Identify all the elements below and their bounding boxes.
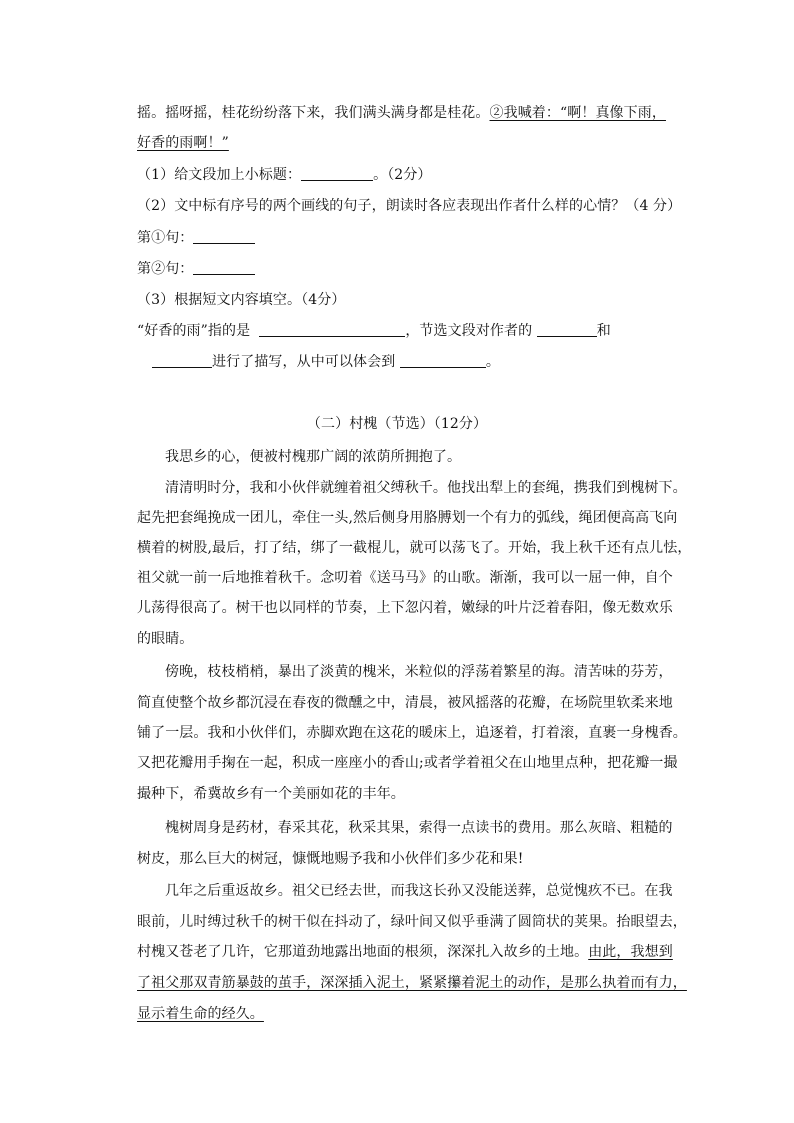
paragraph-line: 铺了一层。我和小伙伴们，赤脚欢跑在这花的暖床上，追逐着，打着滚，直裹一身槐香。 bbox=[137, 725, 687, 741]
underlined-sentence: 了祖父那双青筋暴鼓的茧手，深深插入泥土，紧紧攥着泥土的动作，是那么执着而有力， bbox=[137, 975, 687, 991]
underlined-sentence-2: ②我喊着：“啊！真像下雨， bbox=[489, 105, 666, 121]
section-title: （二）村槐（节选）（12分） bbox=[306, 416, 488, 432]
underlined-sentence: 由此，我想到 bbox=[588, 944, 673, 960]
q3-text-d: 进行了描写，从中可以体会到 bbox=[212, 354, 396, 370]
paragraph-1: 我思乡的心，便被村槐那广阔的浓荫所拥抱了。 bbox=[165, 449, 462, 465]
question-3-fill-line-1 bbox=[137, 321, 611, 341]
q3-text-c: 和 bbox=[596, 323, 611, 339]
sentence-2-label: 第②句： bbox=[137, 261, 194, 277]
paragraph-line: 的眼睛。 bbox=[137, 631, 194, 647]
text-segment: 摇。摇呀摇，桂花纷纷落下来，我们满头满身都是桂花。 bbox=[137, 105, 490, 121]
text-segment: 村槐又苍老了几许，它那道劲地露出地面的根须，深深扎入故乡的土地。 bbox=[137, 944, 589, 960]
paragraph-line bbox=[137, 103, 666, 123]
answer-blank-s2[interactable] bbox=[193, 260, 255, 275]
answer-blank-s1[interactable] bbox=[193, 229, 255, 244]
paragraph-line: 槐树周身是药材，春采其花，秋采其果，索得一点读书的费用。那么灰暗、粗糙的 bbox=[165, 820, 673, 836]
paragraph-line: 撮种下，希冀故乡有一个美丽如花的丰年。 bbox=[137, 786, 405, 802]
paragraph-line bbox=[137, 133, 229, 153]
paragraph-line: 树皮，那么巨大的树冠，慷慨地赐予我和小伙伴们多少花和果! bbox=[137, 851, 524, 867]
paragraph-line: 横着的树股,最后，打了结，绑了一截棍儿，就可以荡飞了。开始，我上秋千还有点儿怯， bbox=[137, 540, 692, 556]
underlined-sentence-end: 显示着生命的经久。 bbox=[137, 1006, 264, 1022]
paragraph-line: 清清明时分，我和小伙伴就缠着祖父缚秋千。他找出犁上的套绳，携我们到槐树下。 bbox=[165, 480, 687, 496]
question-2: （2）文中标有序号的两个画线的句子，朗读时各应表现出作者什么样的心情？（4 分） bbox=[137, 198, 682, 214]
answer-blank-q3-2[interactable] bbox=[537, 322, 597, 337]
answer-blank-q3-1[interactable] bbox=[259, 322, 405, 337]
paragraph-line bbox=[137, 973, 687, 993]
paragraph-line: 祖父就一前一后地推着秋千。念叨着《送马马》的山歌。渐渐，我可以一屈一伸，自个 bbox=[137, 570, 673, 586]
sentence-1-label: 第①句： bbox=[137, 230, 194, 246]
paragraph-line: 几年之后重返故乡。祖父已经去世，而我这长孙又没能送葬，总觉愧疚不已。在我 bbox=[165, 883, 673, 899]
paragraph-line bbox=[137, 1004, 264, 1024]
question-3: （3）根据短文内容填空。（4分） bbox=[137, 292, 346, 308]
question-1-points: 。（2分） bbox=[373, 167, 432, 183]
paragraph-line: 儿荡得很高了。树干也以同样的节奏，上下忽闪着，嫩绿的叶片泛着春阳，像无数欢乐 bbox=[137, 600, 673, 616]
question-1-text: （1）给文段加上小标题： bbox=[137, 167, 302, 183]
paragraph-line: 又把花瓣用手掬在一起，积成一座座小的香山;或者学着祖父在山地里点种，把花瓣一撮 bbox=[137, 755, 678, 771]
question-1 bbox=[137, 165, 432, 185]
paragraph-line: 简直使整个故乡都沉浸在春夜的微醺之中，清晨，被风摇落的花瓣，在场院里软柔来地 bbox=[137, 695, 673, 711]
q3-text-a: “好香的雨”指的是 bbox=[137, 323, 251, 339]
question-2-sentence-1 bbox=[137, 228, 255, 248]
paragraph-line: 眼前，儿时缚过秋千的树干似在抖动了，绿叶间又似乎垂满了圆筒状的荚果。抬眼望去， bbox=[137, 914, 687, 930]
answer-blank-q1[interactable] bbox=[301, 166, 373, 181]
question-3-fill-line-2 bbox=[152, 352, 500, 372]
paragraph-line: 起先把套绳挽成一团儿，牵住一头,然后侧身用胳膊划一个有力的弧线，绳团便高高飞向 bbox=[137, 510, 678, 526]
question-2-sentence-2 bbox=[137, 259, 255, 279]
q3-text-b: ，节选文段对作者的 bbox=[405, 323, 533, 339]
paragraph-line: 傍晚，枝枝梢梢，暴出了淡黄的槐米，米粒似的浮荡着繁星的海。清苦味的芬芳， bbox=[165, 664, 673, 680]
underlined-sentence-2-end: 好香的雨啊！” bbox=[137, 135, 229, 151]
paragraph-line bbox=[137, 942, 673, 962]
answer-blank-q3-4[interactable] bbox=[400, 353, 486, 368]
answer-blank-q3-3[interactable] bbox=[152, 353, 212, 368]
q3-text-e: 。 bbox=[485, 354, 500, 370]
